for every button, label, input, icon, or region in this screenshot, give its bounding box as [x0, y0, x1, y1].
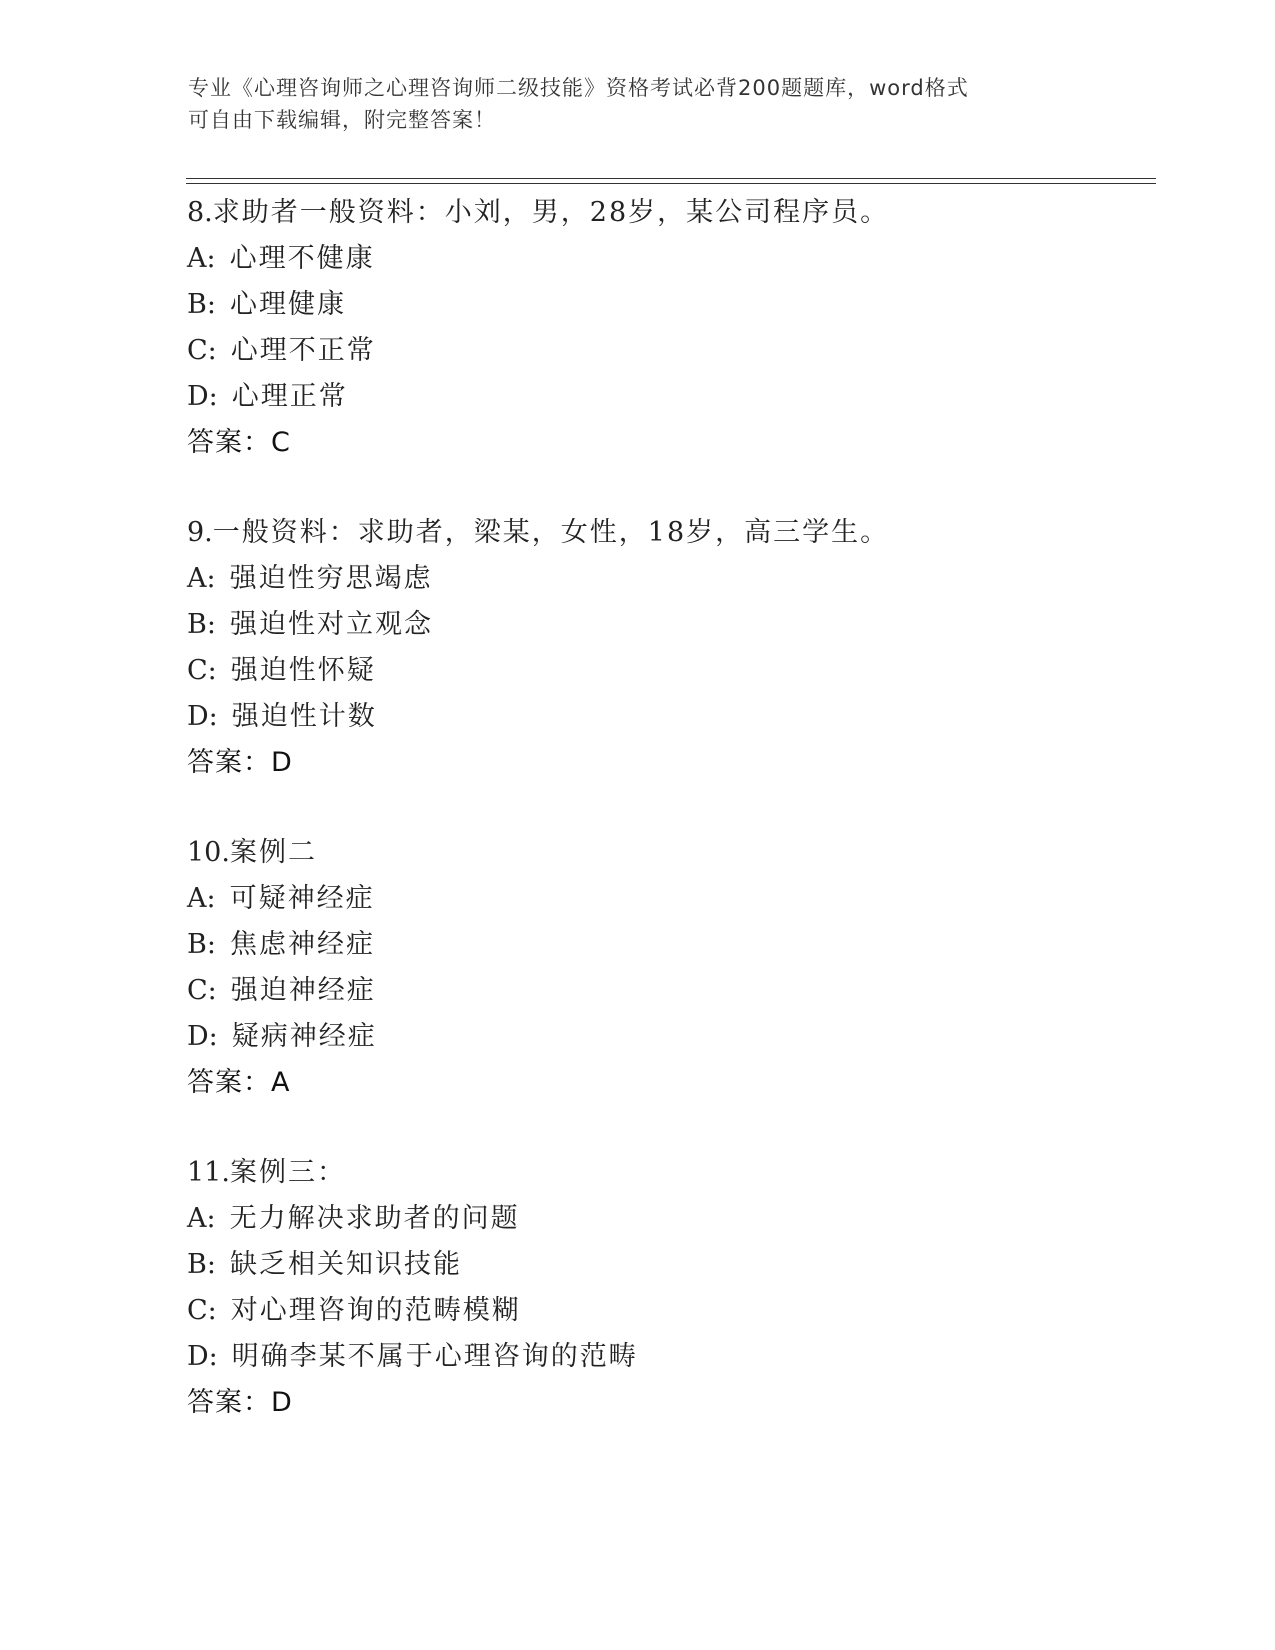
option-text: 可疑神经症: [229, 883, 375, 914]
option-c: [187, 968, 1147, 1014]
option-text: 无力解决求助者的问题: [229, 1203, 520, 1234]
option-d: [187, 374, 1147, 420]
question-stem: [187, 510, 1147, 556]
option-key: B:: [187, 289, 216, 320]
question-number: 8.: [187, 197, 213, 228]
option-key: B:: [187, 609, 216, 640]
option-text: 明确李某不属于心理咨询的范畴: [231, 1341, 638, 1372]
answer: 答案：D: [187, 1387, 293, 1418]
option-d: [187, 1334, 1147, 1380]
header-divider-top: [186, 178, 1156, 179]
option-key: C:: [187, 975, 217, 1006]
question-number: 10.: [187, 837, 230, 868]
option-text: 焦虑神经症: [229, 929, 375, 960]
option-text: 心理正常: [231, 381, 348, 412]
option-text: 心理不健康: [229, 243, 375, 274]
option-key: A:: [187, 563, 216, 594]
question-number: 11.: [187, 1157, 230, 1188]
header-line-1: 专业《心理咨询师之心理咨询师二级技能》资格考试必背200题题库，word格式: [188, 76, 969, 100]
option-text: 强迫性穷思竭虑: [229, 563, 433, 594]
option-text: 缺乏相关知识技能: [229, 1249, 462, 1280]
option-key: D:: [187, 701, 218, 732]
option-text: 强迫性对立观念: [229, 609, 433, 640]
question-10: [187, 830, 1147, 1106]
option-text: 对心理咨询的范畴模糊: [230, 1295, 521, 1326]
option-key: A:: [187, 243, 216, 274]
question-text: 求助者一般资料：小刘，男，28岁，某公司程序员。: [212, 197, 890, 228]
option-text: 强迫性计数: [231, 701, 377, 732]
option-key: D:: [187, 381, 218, 412]
option-key: A:: [187, 883, 216, 914]
question-8: [187, 190, 1147, 466]
question-9: [187, 510, 1147, 786]
option-d: [187, 694, 1147, 740]
question-stem: [187, 190, 1147, 236]
option-text: 心理不正常: [230, 335, 376, 366]
question-stem: [187, 830, 1147, 876]
option-a: [187, 876, 1147, 922]
option-key: C:: [187, 655, 217, 686]
option-a: [187, 556, 1147, 602]
option-key: D:: [187, 1021, 218, 1052]
header-divider-bottom: [186, 183, 1156, 184]
option-b: [187, 602, 1147, 648]
option-key: A:: [187, 1203, 216, 1234]
option-c: [187, 328, 1147, 374]
option-c: [187, 648, 1147, 694]
option-a: [187, 1196, 1147, 1242]
question-text: 案例二: [229, 837, 317, 868]
option-key: B:: [187, 929, 216, 960]
option-key: D:: [187, 1341, 218, 1372]
answer: 答案：D: [187, 747, 293, 778]
option-b: [187, 282, 1147, 328]
option-d: [187, 1014, 1147, 1060]
option-text: 心理健康: [229, 289, 346, 320]
option-key: C:: [187, 335, 217, 366]
question-number: 9.: [187, 517, 213, 548]
question-stem: [187, 1150, 1147, 1196]
document-header: [188, 72, 1068, 136]
option-key: C:: [187, 1295, 217, 1326]
question-11: [187, 1150, 1147, 1426]
question-text: 案例三：: [229, 1157, 346, 1188]
answer: 答案：C: [187, 427, 291, 458]
option-text: 疑病神经症: [231, 1021, 377, 1052]
question-text: 一般资料：求助者，梁某，女性，18岁，高三学生。: [212, 517, 890, 548]
option-text: 强迫性怀疑: [230, 655, 376, 686]
header-line-2: 可自由下载编辑，附完整答案！: [188, 108, 496, 132]
option-a: [187, 236, 1147, 282]
option-c: [187, 1288, 1147, 1334]
answer: 答案：A: [187, 1067, 291, 1098]
question-list: [187, 190, 1147, 1470]
option-b: [187, 1242, 1147, 1288]
option-b: [187, 922, 1147, 968]
option-text: 强迫神经症: [230, 975, 376, 1006]
option-key: B:: [187, 1249, 216, 1280]
